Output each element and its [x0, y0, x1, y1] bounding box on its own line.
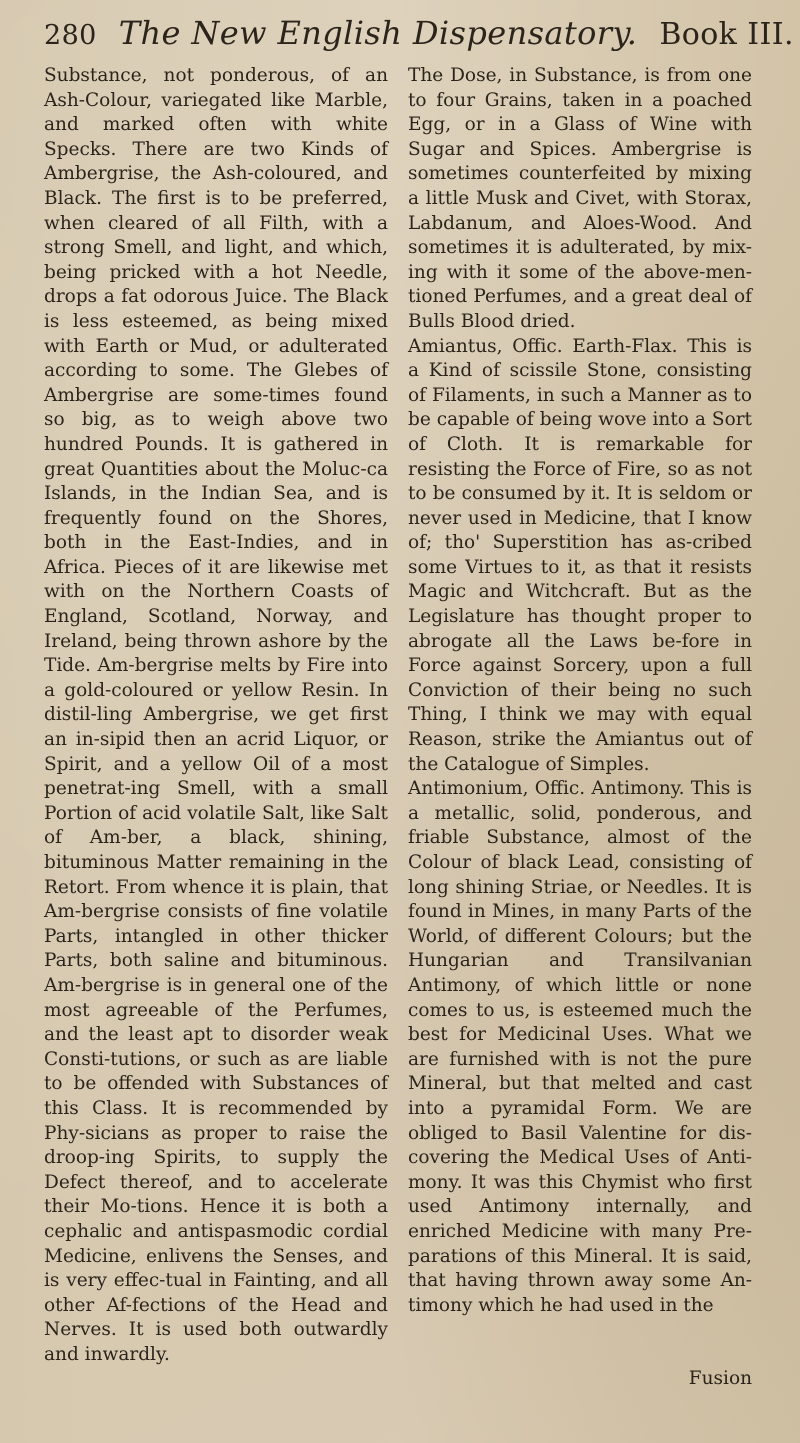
left-column [44, 64, 388, 1367]
paragraph-ambergrise-description: Substance, not ponderous, of an Ash-Colour, variegated like Marble, and marked often with white Specks. There are two Kinds of Ambergrise, the Ash-coloured, and Black. The first is to be preferred, when cleared of all Filth, with a strong Smell, and light, and which, being pricked with a hot Needle, drops a fat odorous Juice. The Black is less esteemed, as being mixed with Earth or Mud, or adulterated according to some. The Glebes of Ambergrise are some-times found so big, as to weigh above two hundred Pounds. It is gathered in great Quantities about the Moluc-ca Islands, in the Indian Sea, and is frequently found on the Shores, both in the East-Indies, and in Africa. Pieces of it are likewise met with on the Northern Coasts of England, Scotland, Norway, and Ireland, being thrown ashore by the Tide. Am-bergrise melts by Fire into a gold-coloured or yellow Resin. In distil-ling Ambergrise, we get first an in-sipid then an acrid Liquor, or Spirit, and a yellow Oil of a most penetrat-ing Smell, with a small Portion of acid volatile Salt, like Salt of Am-ber, a black, shining, bituminous Matter remaining in the Retort. From whence it is plain, that Am-bergrise consists of fine volatile Parts, intangled in other thicker Parts, both saline and bituminous. Am-bergrise is in general one of the most agreeable of the Perfumes, and the least apt to disorder weak Consti-tutions, or such as are liable to be offended with Substances of this Class. It is recommended by Phy-sicians as proper to raise the droop-ing Spirits, to supply the Defect thereof, and to accelerate their Mo-tions. Hence it is both a cephalic and antispasmodic cordial Medicine, enlivens the Senses, and is very effec-tual in Fainting, and all other Af-fections of the Head and Nerves. It is used both outwardly and inwardly. [44, 65, 388, 1365]
page-number: 280 [44, 20, 97, 51]
running-title: The New English Dispensatory. [118, 14, 638, 52]
book-label: Book III. [659, 17, 794, 52]
text-columns [44, 64, 772, 1367]
right-column [408, 64, 752, 1367]
paragraph-ambergrise-dose: The Dose, in Substance, is from one to four Grains, taken in a poached Egg, or in a Glass of Wine with Sugar and Spices. Ambergrise is sometimes counterfeited by mixing a little Musk and Civet, with Storax, Labdanum, and Aloes-Wood. And sometimes it is adulterated, by mix-ing with it some of the above-men-tioned Perfumes, and a great deal of Bulls Blood dried. [408, 65, 752, 332]
paragraph-amiantus: Amiantus, Offic. Earth-Flax. This is a Kind of scissile Stone, consisting of Filaments, in such a Manner as to be capable of being wove into a Sort of Cloth. It is remarkable for resisting the Force of Fire, so as not to be consumed by it. It is seldom or never used in Medicine, that I know of; tho' Superstition has as-cribed some Virtues to it, as that it resists Magic and Witchcraft. But as the Legislature has thought proper to abrogate all the Laws be-fore in Force against Sorcery, upon a full Conviction of their being no such Thing, I think we may with equal Reason, strike the Amiantus out of the Catalogue of Simples. [408, 335, 752, 775]
running-head [44, 14, 794, 62]
paragraph-antimonium: Antimonium, Offic. Antimony. This is a metallic, solid, ponderous, and friable Substance, almost of the Colour of black Lead, consisting of long shining Striae, or Needles. It is found in Mines, in many Parts of the World, of different Colours; but the Hungarian and Transilvanian Antimony, of which little or none comes to us, is esteemed much the best for Medicinal Uses. What we are furnished with is not the pure Mineral, but that melted and cast into a pyramidal Form. We are obliged to Basil Valentine for dis-covering the Medical Uses of Anti-mony. It was this Chymist who first used Antimony internally, and enriched Medicine with many Pre-parations of this Mineral. It is said, that having thrown away some An-timony which he had used in the [408, 778, 752, 1316]
catchword: Fusion [688, 1368, 752, 1390]
